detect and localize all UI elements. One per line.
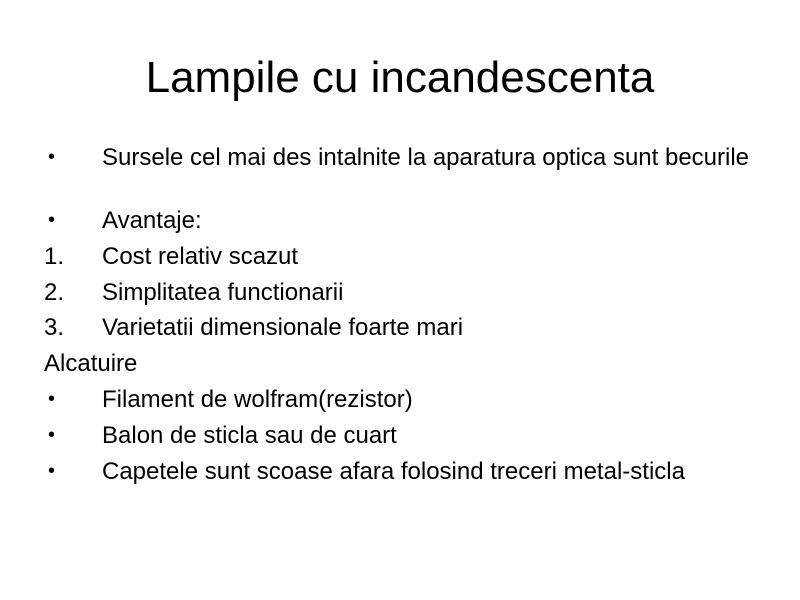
list-item-2 <box>44 207 764 234</box>
section-heading <box>44 350 764 377</box>
list-item-text: Avantaje: <box>102 207 202 234</box>
number-marker: 1. <box>44 243 65 270</box>
bullet-marker: • <box>48 146 56 168</box>
list-item-6 <box>44 386 764 413</box>
bullet-marker: • <box>48 424 56 446</box>
list-item-text: Simplitatea functionarii <box>102 279 344 306</box>
list-item-text: Filament de wolfram(rezistor) <box>102 386 413 413</box>
bullet-marker: • <box>48 460 56 482</box>
list-item-text: Sursele cel mai des intalnite la aparatura optica sunt becurile <box>102 144 750 171</box>
list-item-text: Cost relativ scazut <box>102 243 299 270</box>
list-item-7 <box>44 422 764 449</box>
bullet-marker: • <box>48 388 56 410</box>
section-heading-text: Alcatuire <box>44 350 138 377</box>
slide-title: Lampile cu incandescenta <box>145 53 655 102</box>
list-item-text: Capetele sunt scoase afara folosind treceri metal-sticla <box>102 458 685 485</box>
list-item-3 <box>44 243 764 270</box>
number-marker: 2. <box>44 279 65 306</box>
list-item-5 <box>44 314 764 341</box>
list-item-1 <box>44 144 764 171</box>
list-item-4 <box>44 279 764 306</box>
number-marker: 3. <box>44 314 65 341</box>
list-item-8 <box>44 458 764 485</box>
list-item-text: Varietatii dimensionale foarte mari <box>102 314 464 341</box>
list-item-text: Balon de sticla sau de cuart <box>102 422 397 449</box>
slide-body <box>44 144 764 485</box>
bullet-marker: • <box>48 209 56 231</box>
